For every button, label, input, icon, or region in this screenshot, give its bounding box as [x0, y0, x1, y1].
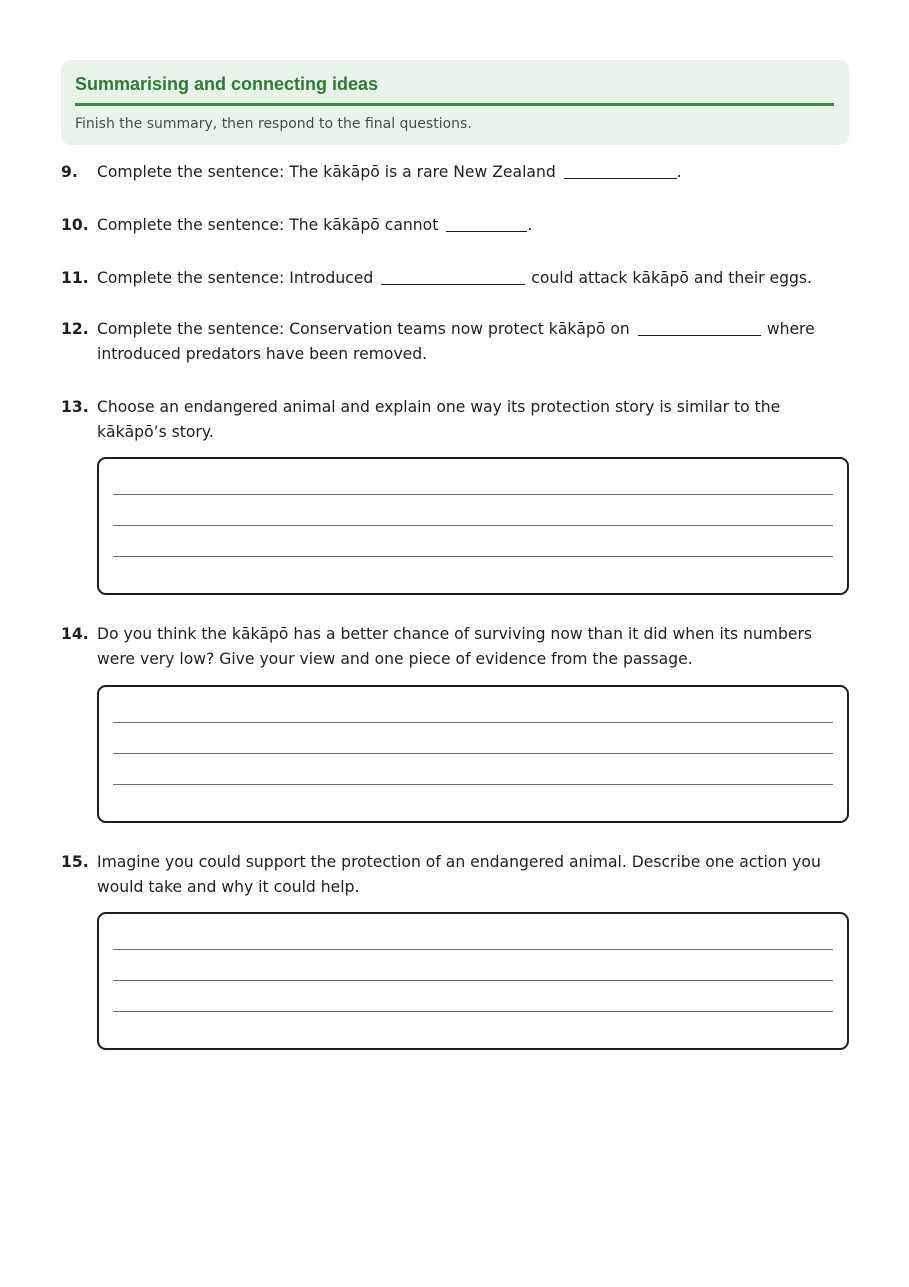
section-header	[61, 60, 849, 145]
writing-line	[113, 494, 833, 495]
sentence-end: where introduced predators have been removed.	[97, 320, 815, 363]
sentence-start: Complete the sentence: The kākāpō cannot	[97, 216, 439, 234]
question-text: Choose an endangered animal and explain one way its protection story is similar to the kākāpō’s story.	[97, 398, 781, 441]
sentence-start: Complete the sentence: Introduced	[97, 269, 374, 287]
question-10	[61, 213, 851, 238]
question-text: Do you think the kākāpō has a better chance of surviving now than it did when its numbers were very low? Give your view and one piece of evidence from the passage.	[97, 625, 813, 668]
question-text	[97, 213, 849, 238]
question-number: 15.	[61, 853, 89, 871]
sentence-start: Complete the sentence: The kākāpō is a rare New Zealand	[97, 163, 556, 181]
writing-line	[113, 784, 833, 785]
answer-box-14[interactable]	[97, 685, 849, 823]
answer-box-15[interactable]	[97, 912, 849, 1050]
section-title: Summarising and connecting ideas	[75, 74, 379, 94]
question-number: 13.	[61, 398, 89, 416]
sentence-end: could attack kākāpō and their eggs.	[531, 269, 812, 287]
answer-box-13[interactable]	[97, 457, 849, 595]
question-number: 12.	[61, 320, 89, 338]
question-12	[61, 317, 851, 367]
section-instructions: Finish the summary, then respond to the final questions.	[75, 116, 472, 132]
fill-in-blank[interactable]	[564, 160, 677, 179]
question-text	[97, 160, 849, 185]
question-number: 11.	[61, 269, 89, 287]
question-15	[61, 850, 851, 900]
question-text	[97, 266, 849, 291]
question-13	[61, 395, 851, 445]
question-number: 10.	[61, 216, 89, 234]
writing-line	[113, 1011, 833, 1012]
question-text	[97, 317, 849, 367]
writing-line	[113, 525, 833, 526]
title-divider	[75, 103, 834, 106]
question-14	[61, 622, 851, 672]
sentence-end: .	[676, 163, 682, 181]
question-9	[61, 160, 851, 185]
writing-line	[113, 753, 833, 754]
sentence-start: Complete the sentence: Conservation teams now protect kākāpō on	[97, 320, 630, 338]
writing-line	[113, 949, 833, 950]
fill-in-blank[interactable]	[638, 317, 761, 336]
question-11	[61, 266, 851, 291]
writing-line	[113, 556, 833, 557]
question-number: 9.	[61, 163, 78, 181]
writing-line	[113, 722, 833, 723]
fill-in-blank[interactable]	[446, 213, 527, 232]
question-text: Imagine you could support the protection of an endangered animal. Describe one action you would take and why it could help.	[97, 853, 821, 896]
sentence-end: .	[527, 216, 533, 234]
question-number: 14.	[61, 625, 89, 643]
fill-in-blank[interactable]	[381, 266, 525, 285]
writing-line	[113, 980, 833, 981]
